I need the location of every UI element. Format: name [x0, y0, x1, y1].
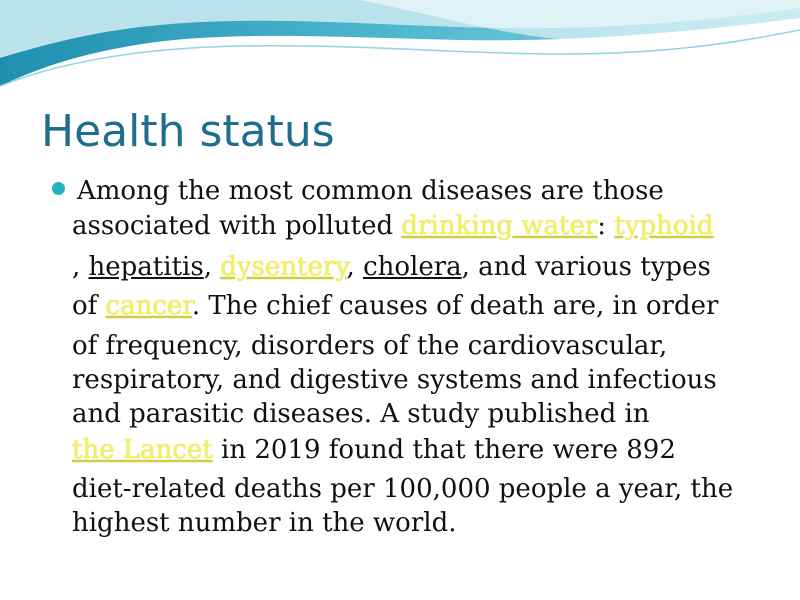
text-line	[72, 506, 457, 540]
text-line	[77, 174, 664, 208]
text-line	[72, 472, 733, 506]
text-line	[72, 209, 713, 243]
text-segment: and parasitic diseases. A study published in	[72, 399, 650, 429]
text-line	[72, 363, 717, 397]
link-typhoid[interactable]: typhoid	[614, 211, 714, 241]
text-segment: Among the most common diseases are those	[77, 176, 664, 206]
text-segment: :	[597, 211, 615, 241]
link-hepatitis[interactable]: hepatitis	[88, 252, 204, 282]
text-segment: ,	[346, 252, 364, 282]
link-cancer[interactable]: cancer	[105, 291, 192, 321]
text-segment: in 2019 found that there were 892	[212, 435, 676, 465]
text-line	[72, 433, 676, 467]
text-segment: ,	[203, 252, 221, 282]
text-line	[72, 329, 667, 363]
link-dysentery[interactable]: dysentery	[220, 252, 347, 282]
link-the-lancet[interactable]: the Lancet	[72, 435, 213, 465]
text-segment: highest number in the world.	[72, 508, 457, 538]
text-segment: , and various types	[461, 252, 711, 282]
text-segment: of frequency, disorders of the cardiovascular,	[72, 331, 668, 361]
text-line	[72, 250, 711, 284]
text-line	[72, 397, 650, 431]
text-segment: ,	[72, 252, 89, 282]
text-segment: . The chief causes of death are, in order	[191, 291, 719, 321]
slide-title: Health status	[41, 106, 335, 157]
text-line	[72, 289, 718, 323]
text-segment: associated with polluted	[72, 211, 402, 241]
text-segment: diet-related deaths per 100,000 people a year, the	[72, 474, 734, 504]
text-segment: respiratory, and digestive systems and infectious	[72, 365, 717, 395]
text-segment: of	[72, 291, 106, 321]
link-cholera[interactable]: cholera	[363, 252, 462, 282]
link-drinking-water[interactable]: drinking water	[401, 211, 598, 241]
